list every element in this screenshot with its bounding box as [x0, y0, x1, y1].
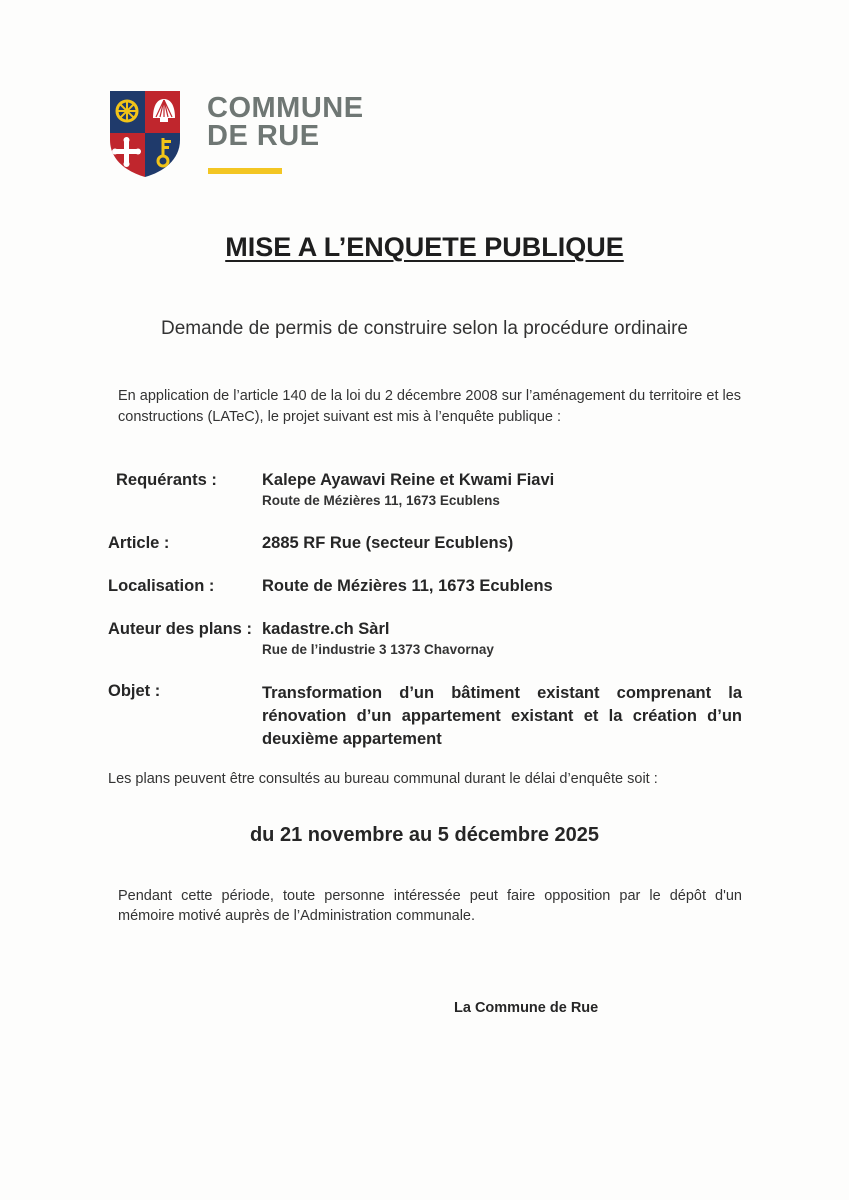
coat-of-arms-icon — [107, 88, 183, 178]
intro-paragraph: En application de l’article 140 de la loi du 2 décembre 2008 sur l’aménagement du territoire et les constructions (LATeC), le projet suivant est mis à l’enquête publique : — [118, 388, 742, 425]
auteur-value — [262, 620, 494, 657]
signature: La Commune de Rue — [454, 1000, 599, 1016]
requerants-address: Route de Mézières 11, 1673 Ecublens — [262, 493, 500, 508]
plans-notice: Les plans peuvent être consultés au bureau communal durant le délai d’enquête soit : — [108, 771, 658, 787]
objet-value: Transformation d’un bâtiment existant comprenant la rénovation d’un appartement existant et la création d’un deuxième appartement — [262, 684, 742, 748]
page-subtitle: Demande de permis de construire selon la procédure ordinaire — [160, 318, 688, 339]
commune-name-line2: DE RUE — [207, 120, 320, 152]
localisation-label: Localisation : — [108, 577, 215, 595]
commune-name — [207, 94, 364, 150]
objet-label: Objet : — [108, 682, 161, 700]
article-value: 2885 RF Rue (secteur Ecublens) — [262, 534, 514, 552]
commune-name-line1: COMMUNE — [207, 92, 364, 124]
auteur-label: Auteur des plans : — [108, 620, 252, 638]
localisation-value: Route de Mézières 11, 1673 Ecublens — [262, 577, 553, 595]
article-label: Article : — [108, 534, 170, 552]
requerants-value — [262, 471, 554, 508]
commune-logo — [107, 88, 387, 183]
requerants-label: Requérants : — [116, 471, 217, 489]
inquiry-period: du 21 novembre au 5 décembre 2025 — [249, 824, 600, 846]
brand-accent-bar — [208, 168, 282, 174]
requerants-names: Kalepe Ayawavi Reine et Kwami Fiavi — [262, 471, 555, 489]
page-title-text: MISE A L’ENQUETE PUBLIQUE — [225, 232, 624, 262]
auteur-address: Rue de l’industrie 3 1373 Chavornay — [262, 642, 494, 657]
auteur-company: kadastre.ch Sàrl — [262, 620, 390, 638]
opposition-paragraph: Pendant cette période, toute personne intéressée peut faire opposition par le dépôt d'un mémoire motivé auprès de l’Administration communale. — [118, 888, 742, 924]
page-title — [0, 232, 849, 263]
